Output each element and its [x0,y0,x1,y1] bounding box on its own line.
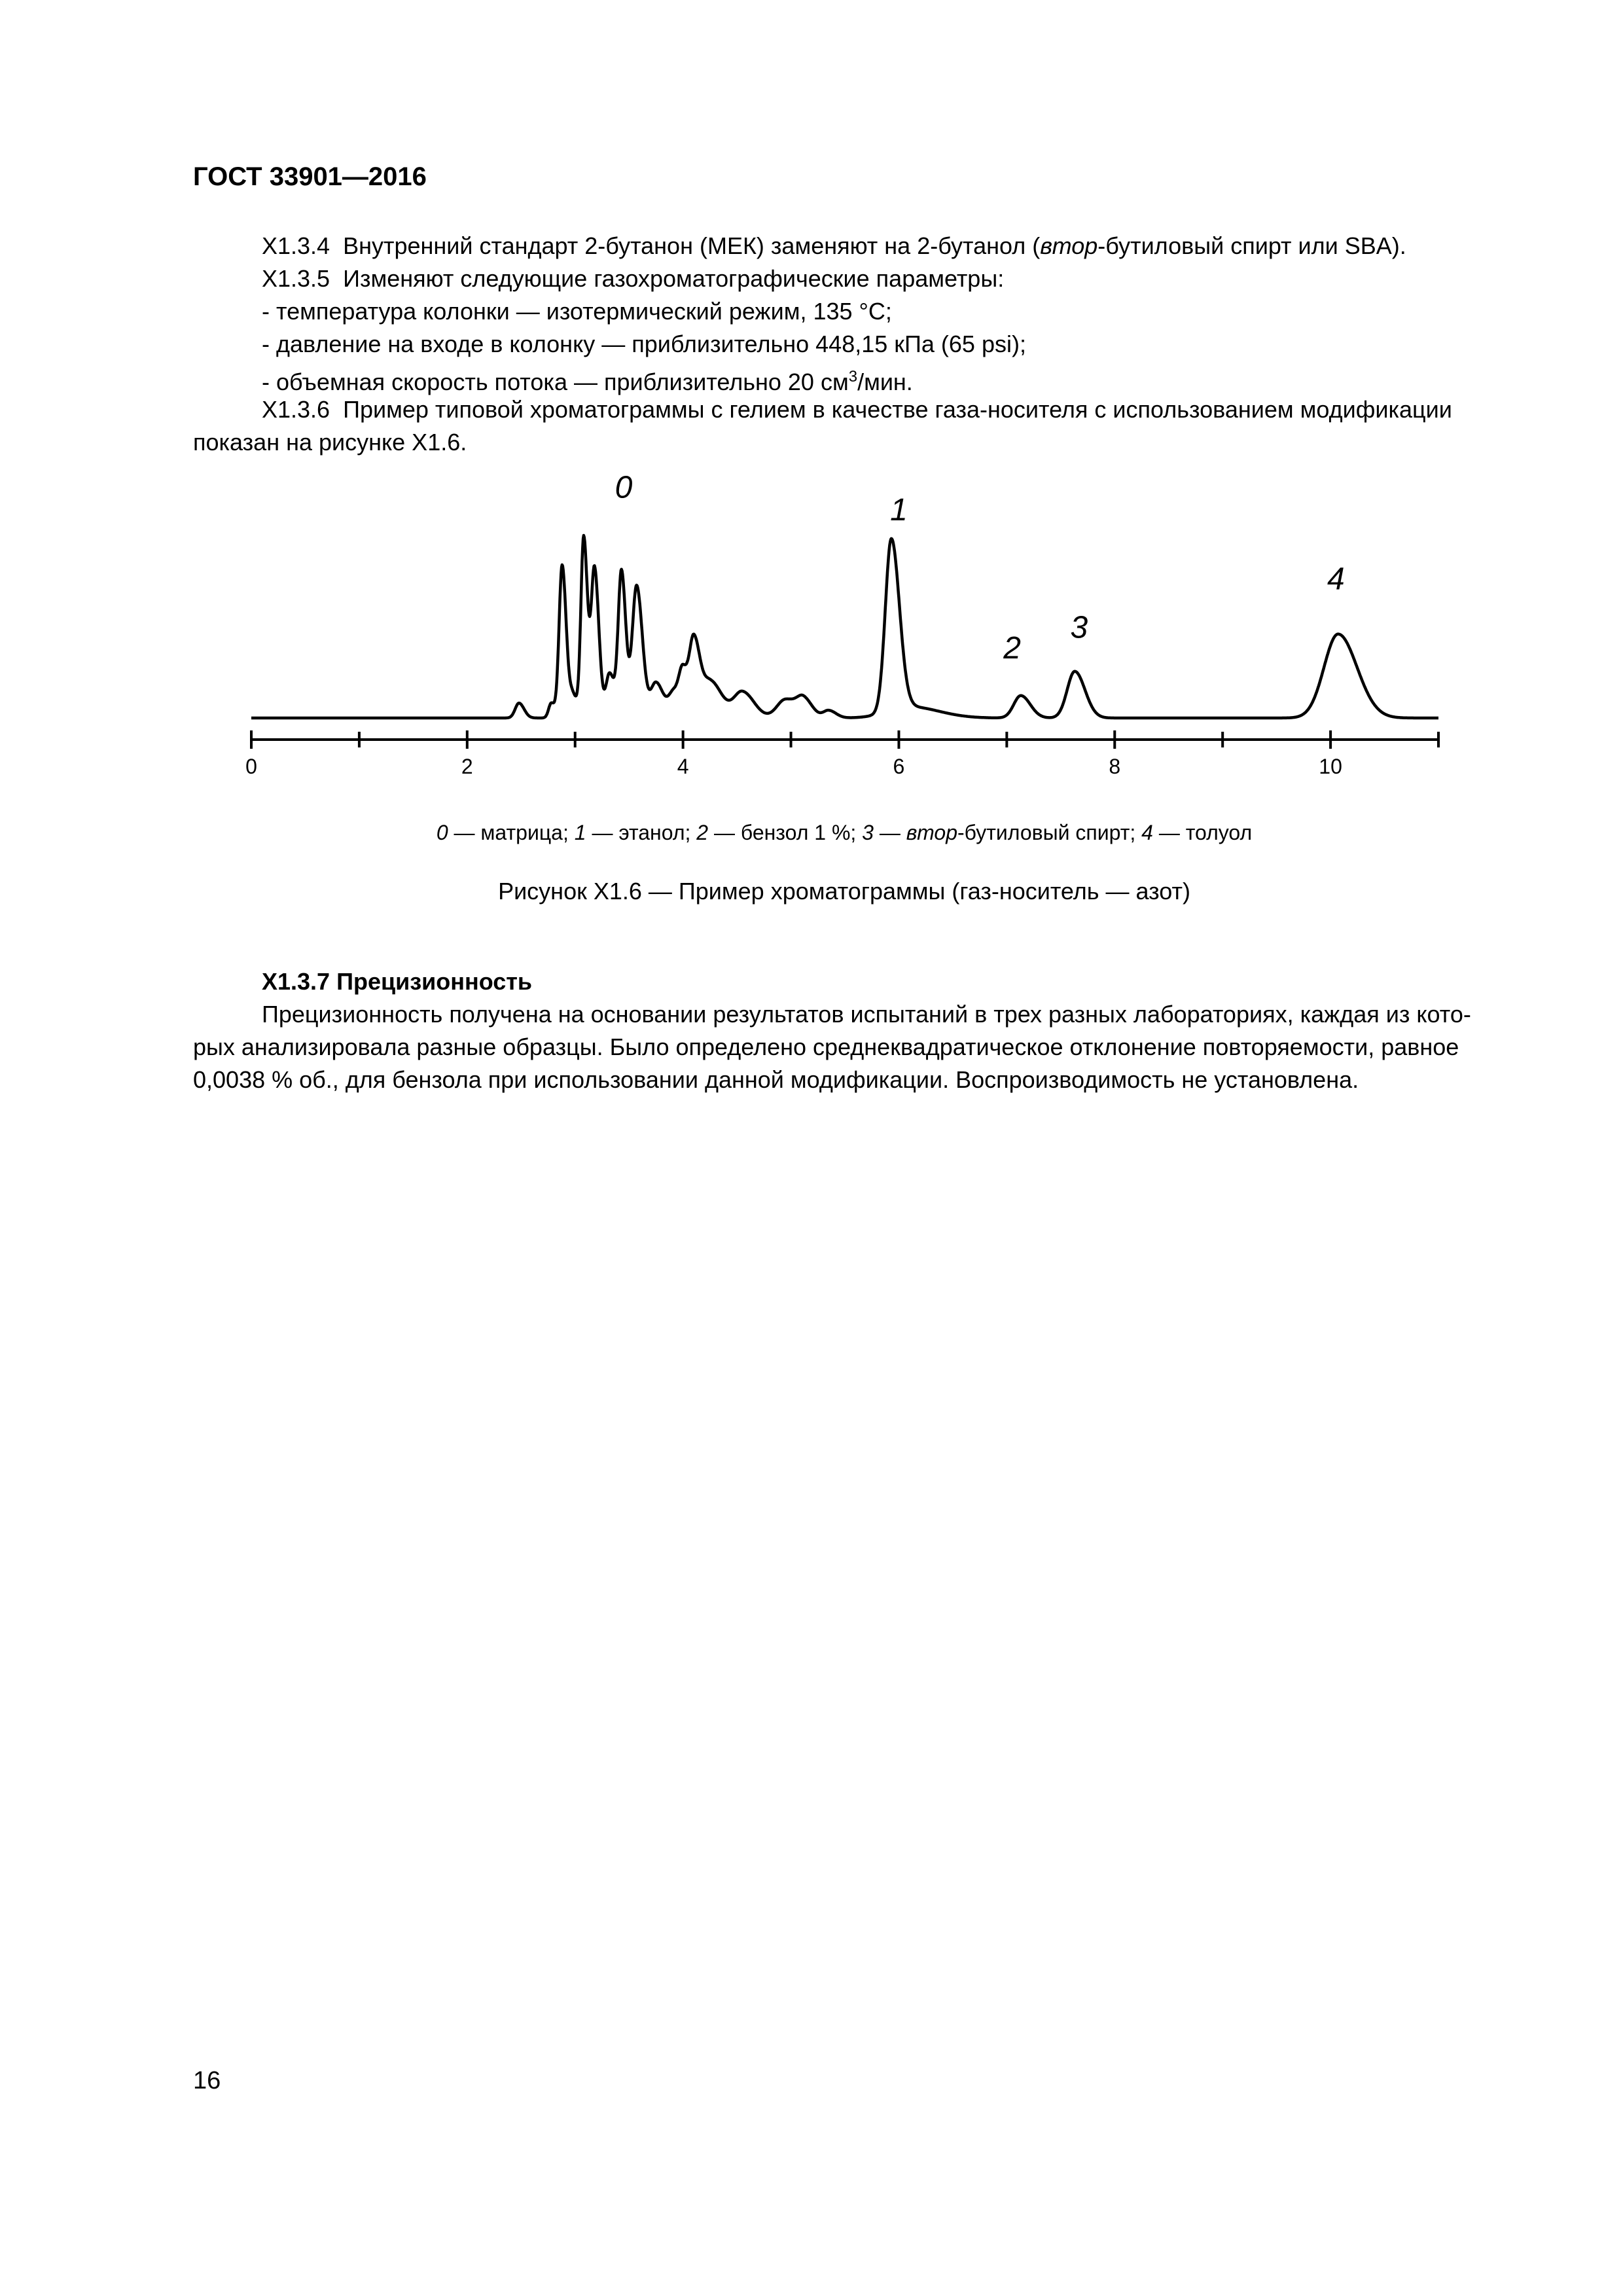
legend-text: — бензол 1 %; [708,821,863,844]
legend-text: — [873,821,906,844]
legend-key: 1 [574,821,586,844]
peak-label-3: 3 [1070,610,1088,645]
list-item-temperature: - температура колонки — изотермический режим, 135 °С; [262,298,892,325]
document-header: ГОСТ 33901—2016 [193,162,427,191]
paragraph-text: Внутренний стандарт 2-бутанон (МЕК) заменяют на 2-бутанол ( [343,232,1041,259]
legend-text: — матрица; [448,821,575,844]
legend-text: — толуол [1152,821,1253,844]
section-heading: X1.3.7 Прецизионность [262,968,533,995]
clause-number: X1.3.4 [262,232,330,259]
section-text-line3: 0,0038 % об., для бензола при использовании данной модификации. Воспроизводимость не установлена. [193,1066,1359,1093]
x-tick-label: 0 [245,755,257,778]
page-number: 16 [193,2067,221,2094]
clause-number: X1.3.6 [262,396,330,423]
x-tick-label: 10 [1319,755,1342,778]
chromatogram-chart [0,0,1623,818]
list-item-pressure: - давление на входе в колонку — приблизительно 448,15 кПа (65 psi); [262,331,1026,357]
chromatogram-trace [251,535,1438,718]
paragraph-x1-3-6-cont: показан на рисунке X1.6. [193,429,467,456]
legend-key: 2 [696,821,709,844]
x-axis-tick-labels [245,755,1342,778]
legend-italic-text: втор [906,821,957,844]
clause-number: X1.3.5 [262,265,330,292]
peak-label-4: 4 [1327,562,1345,597]
x-tick-label: 2 [461,755,473,778]
legend-key: 0 [436,821,448,844]
section-text-line1: Прецизионность получена на основании результатов испытаний в трех разных лабораториях, каждая из кото- [262,1001,1471,1028]
peak-label-2: 2 [1003,630,1021,666]
superscript: 3 [848,368,858,386]
x-tick-label: 6 [893,755,905,778]
paragraph-text: Пример типовой хроматограммы с гелием в качестве газа-носителя с использованием модификации [343,396,1452,423]
legend-text: — этанол; [586,821,697,844]
peak-label-1: 1 [890,492,908,528]
legend-key: 4 [1141,821,1153,844]
paragraph-text: -бутиловый спирт или SBA). [1097,232,1406,259]
peak-label-0: 0 [615,470,633,505]
legend-text: -бутиловый спирт; [957,821,1142,844]
x-tick-label: 8 [1109,755,1121,778]
figure-legend [193,821,1495,845]
peak-labels [615,471,1345,666]
list-item-text: - объемная скорость потока — приблизительно 20 см [262,368,849,395]
list-item-text: /мин. [857,368,913,395]
paragraph-text: Изменяют следующие газохроматографические параметры: [343,265,1005,292]
section-text-line2: рых анализировала разные образцы. Было определено среднеквадратическое отклонение повторяемости, равное [193,1033,1459,1060]
x-tick-label: 4 [677,755,689,778]
legend-key: 3 [862,821,874,844]
figure-caption: Рисунок X1.6 — Пример хроматограммы (газ-носитель — азот) [498,878,1190,905]
paragraph-italic-text: втор [1040,232,1098,259]
